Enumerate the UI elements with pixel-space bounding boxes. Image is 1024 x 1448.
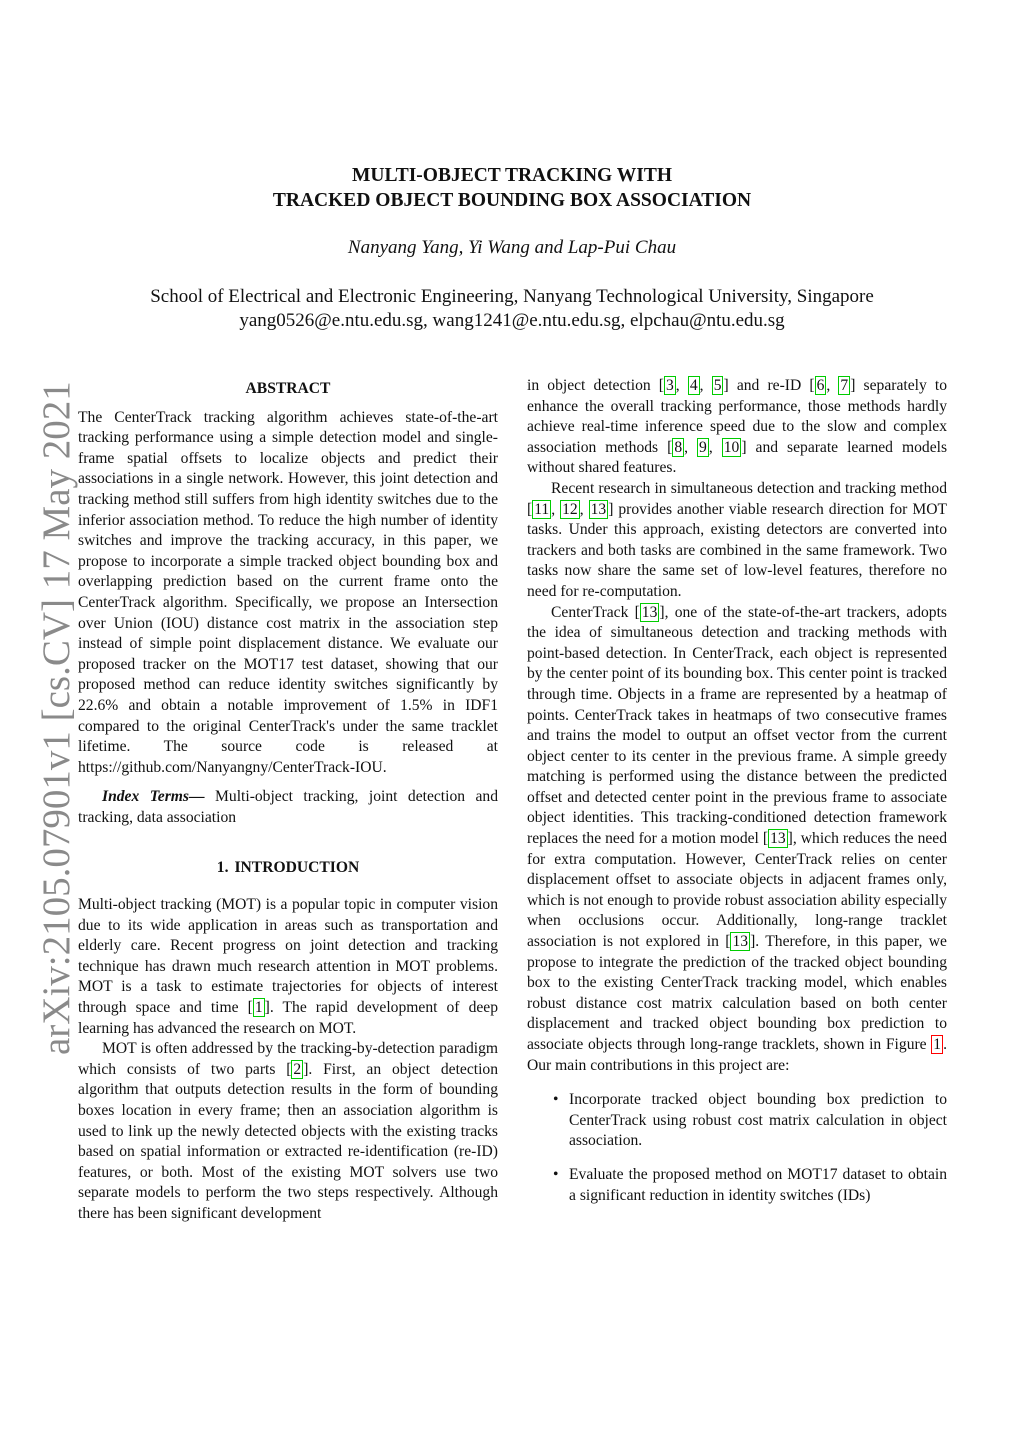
emails: yang0526@e.ntu.edu.sg, wang1241@e.ntu.edu.sg, elpchau@ntu.edu.sg	[239, 310, 785, 331]
figure-link[interactable]: 1	[933, 1036, 942, 1053]
text-run: ]. Therefore, in this paper, we propose to integrate the prediction of the tracked object bounding box to the existing CenterTrack tracking model, which enables robust distance cost matrix calculation based on both center displacement and tracked object bounding box prediction to associate objects through long-range tracklets, shown in Figure	[527, 933, 947, 1053]
contribution-text: Incorporate tracked object bounding box prediction to CenterTrack using robust cost matrix calculation in object association.	[569, 1091, 947, 1150]
contributions-list	[527, 1090, 947, 1206]
citation-link[interactable]: 11	[534, 500, 550, 518]
list-item	[527, 1165, 947, 1206]
abstract-heading: ABSTRACT	[245, 380, 331, 397]
text-run: MOT is often addressed by the tracking-by-detection paradigm which consists of two parts [	[78, 1040, 498, 1078]
index-terms	[78, 787, 498, 828]
arxiv-identifier: arXiv:2105.07901v1 [cs.CV] 17 May 2021	[35, 381, 78, 1055]
title-line-2: TRACKED OBJECT BOUNDING BOX ASSOCIATION	[272, 190, 752, 211]
index-terms-label: Index Terms—	[102, 788, 205, 806]
citation-link[interactable]: 13	[590, 500, 607, 518]
text-run: ]. First, an object detection algorithm that outputs detection results in the form of bounding boxes location in every frame; then an association algorithm is used to link up the newly detected objects with the existing tracks based on spatial information or extracted re-identification (re-ID) features, or both. Most of the existing MOT solvers use two separate models to perform the two steps respectively. Although there has been significant development	[78, 1060, 499, 1222]
intro-paragraph-2	[78, 1039, 498, 1224]
text-run: ] separately to enhance the overall tracking performance, those methods hardly achieve real-time inference speed due to the slow and complex association methods [	[527, 377, 948, 456]
title-line-1: MULTI-OBJECT TRACKING WITH	[351, 165, 673, 186]
citation-link[interactable]: 7	[840, 377, 849, 394]
text-run: ], one of the state-of-the-art trackers, adopts the idea of simultaneous detection and tracking methods with point-based detection. In CenterTrack, each object is represented by the center point of its bounding box. This center point is tracked through time. Objects in a frame are represented by a heatmap of points. CenterTrack takes in heatmaps of two consecutive frames and trains the model to output an offset vector from the current object center to its center in the previous frame. A simple greedy matching is performed using the distance between the predicted offset and detected center point in the previous frame to associate object identities. This tracking-conditioned detection framework replaces the need for a motion model [	[527, 603, 947, 848]
affiliation-block	[0, 285, 1024, 333]
text-run: ] provides another viable research direction for MOT tasks. Under this approach, existing detectors are converted into trackers and both tasks are combined in the same framework. Two tasks now share the same set of low-level features, therefore no need for re-computation.	[527, 500, 948, 600]
text-run: CenterTrack [	[551, 603, 640, 621]
right-column	[527, 376, 947, 1219]
text-run: Recent research in simultaneous detection and tracking method [	[527, 479, 947, 518]
citation-link[interactable]: 12	[562, 500, 578, 518]
section-number: 1.	[216, 859, 229, 877]
contribution-text: Evaluate the proposed method on MOT17 dataset to obtain a significant reduction in identity switches (IDs)	[569, 1165, 947, 1204]
text-run: ] and re-ID [	[723, 377, 815, 394]
citation-link[interactable]: 13	[732, 933, 749, 951]
citation-link[interactable]: 10	[723, 438, 740, 456]
citation-link[interactable]: 13	[641, 603, 658, 621]
citation-link[interactable]: 4	[689, 377, 698, 394]
intro-paragraph-2-continued: in object detection [ 3 , 4 , 5 ] and re-ID [ 6 , 7 ] separately to enhance the overall tracking performance, those methods hardly achieve real-time inference speed due to the slow and complex association methods [ 8 , 9 , 10 ] and separate learned models without shared features.	[527, 377, 948, 477]
citation-link[interactable]: 13	[770, 830, 786, 848]
abstract-text: The CenterTrack tracking algorithm achieves state-of-the-art tracking performance using a simple detection model and single-frame spatial offsets to localize objects and predict their associations in a single network. However, this joint detection and tracking method still suffers from high identity switches due to the inferior association method. To reduce the high number of identity switches and improve the tracking accuracy, in this paper, we propose to incorporate a simple tracked object bounding box and overlapping prediction based on the current frame onto the CenterTrack algorithm. Specifically, we propose an Intersection over Union (IOU) distance cost matrix in the association step instead of simple point displacement distance. We evaluate our proposed tracker on the MOT17 test dataset, showing that our proposed method can reduce identity switches significantly by 22.6% and obtain a notable improvement of 1.5% in IDF1 compared to the original CenterTrack's under the same tracklet lifetime. The source code is released at https://github.com/Nanyangny/CenterTrack-IOU.	[78, 408, 498, 776]
citation-link[interactable]: 1	[254, 999, 263, 1017]
text-run: ]. The rapid development of deep learning has advanced the research on MOT.	[78, 999, 499, 1037]
intro-paragraph-1	[78, 895, 498, 1039]
text-run: ] and separate learned models without shared features.	[527, 438, 948, 477]
citation-link[interactable]: 8	[674, 438, 683, 456]
text-run: in object detection [	[527, 377, 664, 394]
section-title: INTRODUCTION	[234, 859, 360, 877]
intro-paragraph-3: Recent research in simultaneous detection and tracking method [ 11 , 12 , 13 ] provides another viable research direction for MOT tasks. Under this approach, existing detectors are converted into trackers and both tasks are combined in the same framework. Two tasks now share the same set of low-level features, therefore no need for re-computation.	[527, 479, 948, 600]
text-run: ], which reduces the need for extra computation. However, CenterTrack relies on center displacement offset to associate objects in adjacent frames only, which is not enough to provide robust association ability especially when occlusions occur. Additionally, long-range tracklet association is not explored in [	[527, 830, 948, 951]
left-column	[78, 376, 498, 1225]
affiliation: School of Electrical and Electronic Engineering, Nanyang Technological University, Singapore	[150, 286, 874, 307]
introduction-heading	[78, 858, 498, 879]
index-terms-text: Multi-object tracking, joint detection and tracking, data association	[78, 788, 499, 826]
authors: Nanyang Yang, Yi Wang and Lap-Pui Chau	[347, 237, 677, 258]
text-run: . Our main contributions in this project are:	[527, 1036, 947, 1074]
paper-title	[0, 163, 1024, 213]
citation-link[interactable]: 6	[816, 377, 825, 394]
citation-link[interactable]: 3	[666, 377, 674, 394]
intro-paragraph-4	[527, 603, 947, 1077]
citation-link[interactable]: 2	[293, 1060, 302, 1078]
text-run: Multi-object tracking (MOT) is a popular topic in computer vision due to its wide application in areas such as transportation and elderly care. Recent progress on joint detection and tracking technique has drawn much research attention in MOT problems. MOT is a task to estimate trajectories for objects of interest through space and time [	[78, 896, 498, 1017]
list-item	[527, 1090, 947, 1152]
bullet-icon: •	[553, 1165, 559, 1183]
bullet-icon: •	[553, 1091, 559, 1109]
citation-link[interactable]: 5	[713, 377, 722, 394]
citation-link[interactable]: 9	[699, 438, 707, 456]
